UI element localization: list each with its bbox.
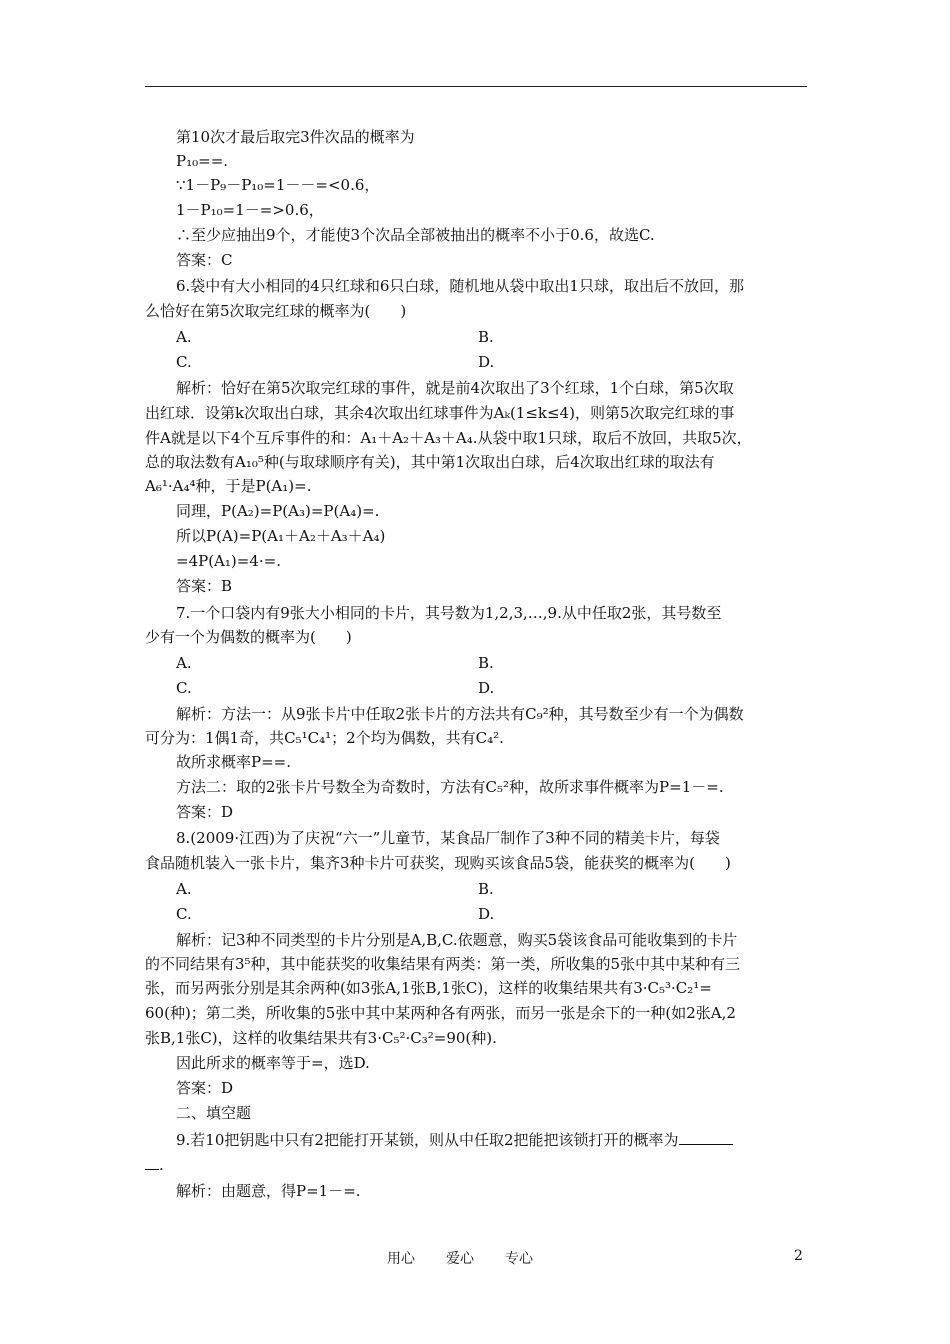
- option-c: C.: [176, 905, 192, 923]
- text-line: 少有一个为偶数的概率为( ): [145, 628, 352, 646]
- text-line: ∴至少应抽出9个，才能使3个次品全部被抽出的概率不小于0.6，故选C.: [176, 226, 655, 244]
- answer-line: 答案：C: [176, 251, 233, 269]
- option-a: A.: [176, 880, 192, 898]
- text-line: 故所求概率P==.: [176, 753, 291, 771]
- option-c: C.: [176, 679, 192, 697]
- footer-motto: 用心: [387, 1251, 415, 1267]
- answer-line: 答案：D: [176, 1079, 234, 1097]
- option-b: B.: [478, 880, 494, 898]
- answer-line: 答案：D: [176, 803, 234, 821]
- text-line: 同理，P(A₂)=P(A₃)=P(A₄)=.: [176, 502, 380, 520]
- text-line: 张B,1张C)，这样的收集结果共有3·C₅²·C₃²=90(种).: [145, 1029, 497, 1047]
- question-6: 6.袋中有大小相同的4只红球和6只白球，随机地从袋中取出1只球，取出后不放回，那: [176, 277, 744, 295]
- solution-line: 解析：方法一：从9张卡片中任取2张卡片的方法共有C₉²种，其号数至少有一个为偶数: [176, 705, 744, 723]
- header-rule: [145, 86, 807, 87]
- option-c: C.: [176, 353, 192, 371]
- solution-line: 解析：记3种不同类型的卡片分别是A,B,C.依题意，购买5袋该食品可能收集到的卡片: [176, 931, 738, 949]
- option-d: D.: [478, 353, 495, 371]
- text-line: 食品随机装入一张卡片，集齐3种卡片可获奖，现购买该食品5袋，能获奖的概率为( ): [145, 854, 731, 872]
- text-line: 60(种)；第二类，所收集的5张中其中某两种各有两张，而另一张是余下的一种(如2张A,2: [145, 1004, 736, 1022]
- blank-line: [679, 1130, 733, 1145]
- solution-line: 解析：由题意，得P=1－=.: [176, 1182, 361, 1200]
- text-line: 因此所求的概率等于=，选D.: [176, 1054, 370, 1072]
- text-line: 张，而另两张分别是其余两种(如3张A,1张B,1张C)，这样的收集结果共有3·C₅³·C₂¹=: [145, 979, 712, 997]
- text-line: [145, 1155, 164, 1175]
- text-line: 可分为：1偶1奇，共C₅¹C₄¹；2个均为偶数，共有C₄².: [145, 729, 504, 747]
- section-heading: 二、填空题: [176, 1104, 252, 1122]
- footer-motto: 爱心: [446, 1251, 474, 1267]
- option-b: B.: [478, 328, 494, 346]
- text-line: 1－P₁₀=1－=>0.6，: [176, 201, 324, 219]
- text-line: 出红球．设第k次取出白球，其余4次取出红球事件为Aₖ(1≤k≤4)，则第5次取完红球的事: [145, 404, 735, 422]
- text-line: 所以P(A)=P(A₁＋A₂＋A₃＋A₄): [176, 527, 386, 545]
- text-line: P₁₀==.: [176, 152, 229, 170]
- option-b: B.: [478, 654, 494, 672]
- text-line: =4P(A₁)=4·=.: [176, 552, 281, 570]
- option-d: D.: [478, 905, 495, 923]
- text-line: 第10次才最后取完3件次品的概率为: [176, 128, 415, 146]
- text-line: 方法二：取的2张卡片号数全为奇数时，方法有C₅²种，故所求事件概率为P=1－=.: [176, 778, 724, 796]
- page-number: 2: [794, 1248, 803, 1264]
- footer-motto: 专心: [505, 1251, 533, 1267]
- period: .: [159, 1156, 164, 1174]
- text-line: 的不同结果有3⁵种，其中能获奖的收集结果有两类：第一类，所收集的5张中其中某种有三: [145, 955, 741, 973]
- solution-line: 解析：恰好在第5次取完红球的事件，就是前4次取出了3个红球，1个白球，第5次取: [176, 379, 734, 397]
- option-a: A.: [176, 654, 192, 672]
- text-line: A₆¹·A₄⁴种，于是P(A₁)=.: [145, 477, 312, 495]
- text-line: 么恰好在第5次取完红球的概率为( ): [145, 302, 407, 320]
- text-line: 总的取法数有A₁₀⁵种(与取球顺序有关)，其中第1次取出白球，后4次取出红球的取法有: [145, 453, 715, 471]
- question-9: [176, 1130, 733, 1150]
- text-line: ∵1－P₉－P₁₀=1－－=<0.6，: [176, 176, 380, 194]
- text-line: 件A就是以下4个互斥事件的和：A₁＋A₂＋A₃＋A₄.从袋中取1只球，取后不放回，共取5次，: [145, 429, 752, 447]
- answer-line: 答案：B: [176, 577, 233, 595]
- option-d: D.: [478, 679, 495, 697]
- blank-line: [145, 1155, 159, 1170]
- question-8: 8.(2009·江西)为了庆祝“六一”儿童节，某食品厂制作了3种不同的精美卡片，每袋: [176, 829, 720, 847]
- question-9-text: 9.若10把钥匙中只有2把能打开某锁，则从中任取2把能把该锁打开的概率为: [176, 1131, 679, 1149]
- question-7: 7.一个口袋内有9张大小相同的卡片，其号数为1,2,3,…,9.从中任取2张，其号数至: [176, 604, 722, 622]
- option-a: A.: [176, 328, 192, 346]
